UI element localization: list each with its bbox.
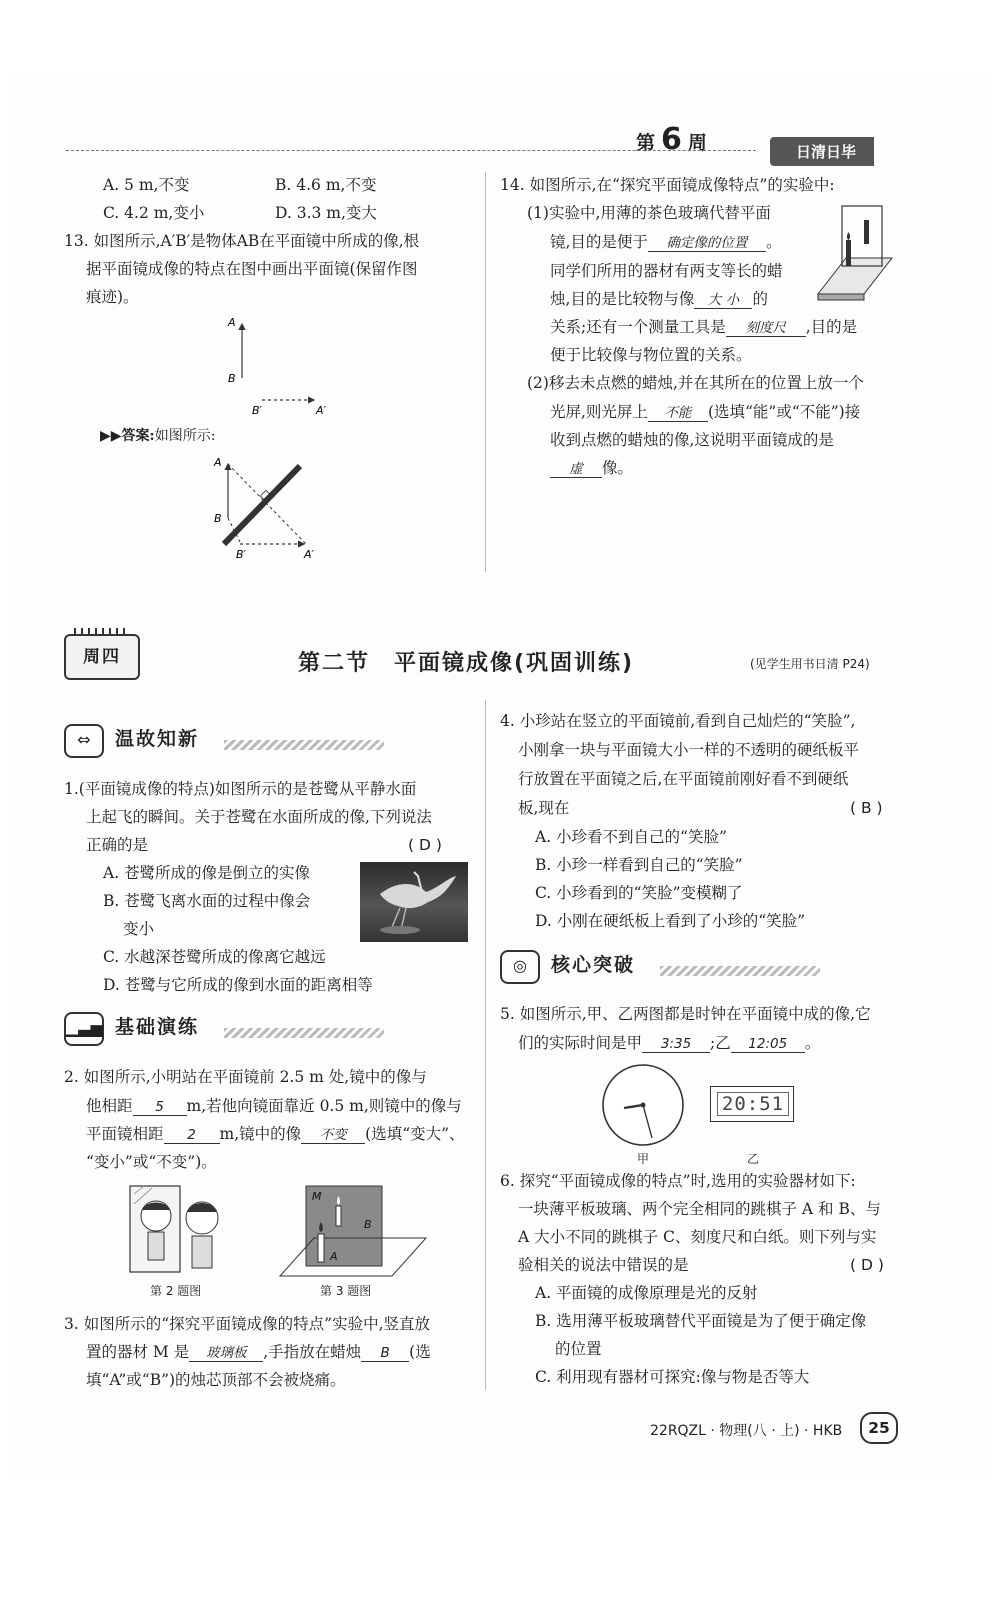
section-title: 第二节 平面镜成像(巩固训练) xyxy=(298,651,635,676)
q4-line3: 行放置在平面镜之后,在平面镜前刚好看不到硬纸 xyxy=(518,770,849,788)
q6-line1: 6. 探究“平面镜成像的特点”时,选用的实验器材如下: xyxy=(500,1172,856,1190)
q3-line3: 填“A”或“B”)的烛芯顶部不会被烧痛。 xyxy=(86,1371,346,1389)
daily-tag: 日清日毕 xyxy=(770,137,874,166)
q1-line3: 正确的是 xyxy=(86,836,149,854)
answer-blank: 刻度尺 xyxy=(726,320,806,337)
week-label: 第 6 周 xyxy=(636,122,707,157)
digital-clock-figure xyxy=(710,1086,794,1122)
q6-option-a: A. 平面镜的成像原理是光的反射 xyxy=(535,1284,758,1302)
q1-option-b1: B. 苍鹭飞离水面的过程中像会 xyxy=(103,892,311,910)
fig3-label-m: M xyxy=(312,1190,322,1203)
badge-basics: ▁▃▅ 基础演练 xyxy=(64,1012,199,1046)
q3-line1: 3. 如图所示的“探究平面镜成像的特点”实验中,竖直放 xyxy=(64,1315,430,1333)
q14-p1-line3: 同学们所用的器材有两支等长的蜡 xyxy=(550,262,783,280)
ans-fig-label-b: B xyxy=(214,512,222,525)
answer-blank: 2 xyxy=(164,1127,220,1144)
q1-option-d: D. 苍鹭与它所成的像到水面的距离相等 xyxy=(103,976,373,994)
q13-answer-figure xyxy=(206,452,336,562)
ans-fig-label-a-prime: A′ xyxy=(304,548,315,561)
header-rule xyxy=(66,150,756,151)
q3-figure-caption: 第 3 题图 xyxy=(320,1284,372,1298)
answer-blank: 虚 xyxy=(550,461,602,478)
q4-line4: 板,现在 xyxy=(518,799,570,817)
page-number: 25 xyxy=(860,1412,898,1444)
ans-fig-label-b-prime: B′ xyxy=(236,548,247,561)
bar-chart-icon: ▁▃▅ xyxy=(64,1012,104,1046)
q4-line2: 小刚拿一块与平面镜大小一样的不透明的硬纸板平 xyxy=(518,741,860,759)
q6-option-b1: B. 选用薄平板玻璃替代平面镜是为了便于确定像 xyxy=(535,1312,867,1330)
q13-figure xyxy=(220,312,350,422)
q5-line2: 们的实际时间是甲 3:35 ;乙 12:05 。 xyxy=(518,1034,821,1052)
caption-yi: 乙 xyxy=(747,1152,760,1166)
q2-line2: 他相距 5 m,若他向镜面靠近 0.5 m,则镜中的像与 xyxy=(86,1097,462,1115)
q6-option-b2: 的位置 xyxy=(555,1340,602,1358)
q13-answer: ▶▶答案:如图所示: xyxy=(100,428,216,444)
q14-p1-line1: (1)实验中,用薄的茶色玻璃代替平面 xyxy=(527,204,771,222)
badge-stripe xyxy=(224,740,384,750)
badge-core: ◎ 核心突破 xyxy=(500,950,635,984)
answer-label: 答案: xyxy=(121,428,155,444)
q14-p1-line6: 便于比较像与物位置的关系。 xyxy=(550,346,752,364)
day-box-rings xyxy=(74,628,128,636)
fig3-label-a: A xyxy=(330,1250,338,1263)
q14-p2-line1: (2)移去未点燃的蜡烛,并在其所在的位置上放一个 xyxy=(527,374,864,392)
fig-label-a-prime: A′ xyxy=(316,404,327,417)
analog-clock-figure xyxy=(600,1062,686,1148)
q13-line2: 据平面镜成像的特点在图中画出平面镜(保留作图 xyxy=(86,260,418,278)
fig-label-a: A xyxy=(228,316,236,329)
caption-jia: 甲 xyxy=(637,1152,650,1166)
answer-text: 如图所示: xyxy=(154,428,216,444)
q1-option-a: A. 苍鹭所成的像是倒立的实像 xyxy=(103,864,311,882)
day-label: 周四 xyxy=(83,647,121,667)
q2-figure-caption: 第 2 题图 xyxy=(150,1284,202,1298)
q12-option-d: D. 3.3 m,变大 xyxy=(275,204,377,222)
column-divider-bottom xyxy=(485,700,486,1390)
q4-line1: 4. 小珍站在竖立的平面镜前,看到自己灿烂的“笑脸”, xyxy=(500,712,856,730)
q2-line3: 平面镜相距 2 m,镜中的像 不变 (选填“变大”、 xyxy=(86,1125,465,1143)
badge-stripe xyxy=(224,1028,384,1038)
answer-blank: 大 小 xyxy=(694,292,752,309)
digital-display: 20:51 xyxy=(717,1092,789,1116)
q2-figure-boy-mirror xyxy=(126,1182,232,1280)
q4-option-d: D. 小刚在硬纸板上看到了小珍的“笑脸” xyxy=(535,912,806,930)
q14-p2-line4: 虚 像。 xyxy=(550,459,633,478)
q3-figure-glass-candles xyxy=(278,1184,428,1280)
target-icon: ◎ xyxy=(500,950,540,984)
answer-blank: 5 xyxy=(133,1099,187,1116)
section-ref: (见学生用书日清 P24) xyxy=(750,657,870,671)
fig-label-b: B xyxy=(228,372,236,385)
q14-p2-line2: 光屏,则光屏上 不能 (选填“能”或“不能”)接 xyxy=(550,403,861,421)
fig3-label-b: B xyxy=(364,1218,372,1231)
q14-candle-figure xyxy=(816,198,894,310)
ans-fig-label-a: A xyxy=(214,456,222,469)
q12-option-b: B. 4.6 m,不变 xyxy=(275,176,377,194)
q4-option-c: C. 小珍看到的“笑脸”变模糊了 xyxy=(535,884,743,902)
q4-option-b: B. 小珍一样看到自己的“笑脸” xyxy=(535,856,743,874)
q14-title: 14. 如图所示,在“探究平面镜成像特点”的实验中: xyxy=(500,176,835,194)
q4-answer: ( B ) xyxy=(850,799,883,817)
badge-stripe xyxy=(660,966,820,976)
answer-blank: 不变 xyxy=(301,1127,365,1144)
q6-line2: 一块薄平板玻璃、两个完全相同的跳棋子 A 和 B、与 xyxy=(518,1200,881,1218)
q2-line4: “变小”或“不变”)。 xyxy=(86,1153,217,1171)
q14-p1-line2: 镜,目的是便于 确定像的位置 。 xyxy=(550,233,782,251)
q5-line1: 5. 如图所示,甲、乙两图都是时钟在平面镜中成的像,它 xyxy=(500,1005,871,1023)
fig-label-b-prime: B′ xyxy=(252,404,263,417)
answer-blank: 不能 xyxy=(648,405,708,422)
q1-option-b2: 变小 xyxy=(123,920,155,938)
q12-option-c: C. 4.2 m,变小 xyxy=(103,204,205,222)
q1-line2: 上起飞的瞬间。关于苍鹭在水面所成的像,下列说法 xyxy=(86,808,432,826)
heron-photo xyxy=(360,862,468,942)
q12-option-a: A. 5 m,不变 xyxy=(103,176,190,194)
q2-line1: 2. 如图所示,小明站在平面镜前 2.5 m 处,镜中的像与 xyxy=(64,1068,427,1086)
q6-answer: ( D ) xyxy=(850,1256,884,1274)
q14-p2-line3: 收到点燃的蜡烛的像,这说明平面镜成的是 xyxy=(550,431,834,449)
column-divider-top xyxy=(485,172,486,572)
q3-line2: 置的器材 M 是 玻璃板 ,手指放在蜡烛 B (选 xyxy=(86,1343,431,1361)
q4-option-a: A. 小珍看不到自己的“笑脸” xyxy=(535,828,727,846)
q14-p1-line4: 烛,目的是比较物与像 大 小 的 xyxy=(550,290,768,308)
answer-blank: 玻璃板 xyxy=(189,1345,263,1362)
day-box xyxy=(64,634,140,680)
footer-code: 22RQZL · 物理(八 · 上) · HKB xyxy=(650,1423,843,1439)
q6-option-c: C. 利用现有器材可探究:像与物是否等大 xyxy=(535,1368,810,1386)
q13-line1: 13. 如图所示,A′B′是物体AB在平面镜中所成的像,根 xyxy=(64,232,420,250)
q6-line3: A 大小不同的跳棋子 C、刻度尺和白纸。则下列与实 xyxy=(518,1228,877,1246)
q1-line1: 1.(平面镜成像的特点)如图所示的是苍鹭从平静水面 xyxy=(64,780,417,798)
answer-blank: 确定像的位置 xyxy=(648,235,766,252)
answer-blank: B xyxy=(361,1345,409,1362)
q1-answer: ( D ) xyxy=(408,836,442,854)
answer-blank: 3:35 xyxy=(642,1036,710,1053)
q13-line3: 痕迹)。 xyxy=(86,288,139,306)
swap-arrows-icon: ⇔ xyxy=(64,724,104,758)
q6-line4: 验相关的说法中错误的是 xyxy=(518,1256,689,1274)
badge-review: ⇔ 温故知新 xyxy=(64,724,199,758)
q14-p1-line5: 关系;还有一个测量工具是 刻度尺 ,目的是 xyxy=(550,318,858,336)
answer-blank: 12:05 xyxy=(731,1036,805,1053)
q1-option-c: C. 水越深苍鹭所成的像离它越远 xyxy=(103,948,326,966)
